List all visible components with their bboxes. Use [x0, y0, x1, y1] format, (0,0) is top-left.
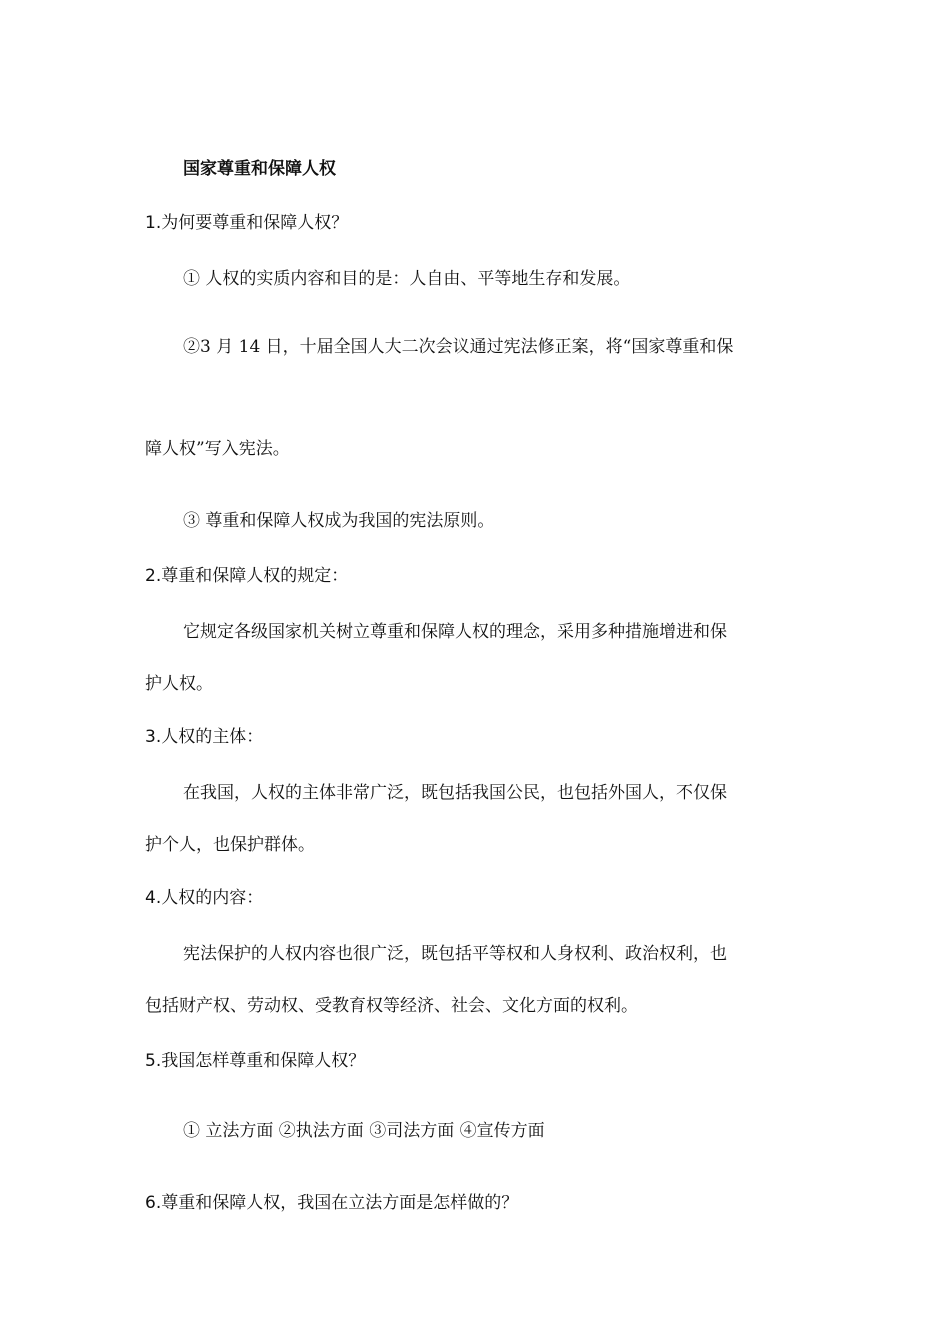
- q1-point-3: ③ 尊重和保障人权成为我国的宪法原则。: [183, 511, 495, 531]
- question-3-text: 人权的主体：: [161, 727, 264, 747]
- question-5: [145, 1050, 365, 1072]
- question-4-text: 人权的内容：: [161, 888, 264, 908]
- question-6-number: 6.: [145, 1193, 162, 1213]
- question-2-number: 2.: [145, 566, 162, 586]
- question-4: [145, 887, 263, 909]
- question-2-text: 尊重和保障人权的规定：: [161, 566, 349, 586]
- q1-point-2-line-2: 障人权”写入宪法。: [145, 439, 290, 459]
- question-3: [145, 726, 263, 748]
- question-4-number: 4.: [145, 888, 162, 908]
- q4-paragraph-line-2: 包括财产权、劳动权、受教育权等经济、社会、文化方面的权利。: [145, 996, 638, 1016]
- question-3-number: 3.: [145, 727, 162, 747]
- q4-paragraph-line-1: 宪法保护的人权内容也很广泛，既包括平等权和人身权利、政治权利，也: [183, 944, 727, 964]
- q2-paragraph-line-1: 它规定各级国家机关树立尊重和保障人权的理念，采用多种措施增进和保: [183, 622, 727, 642]
- q3-paragraph-line-2: 护个人，也保护群体。: [145, 835, 315, 855]
- document-title: 国家尊重和保障人权: [183, 159, 336, 179]
- question-1-number: 1.: [145, 213, 162, 233]
- q5-list: ① 立法方面 ②执法方面 ③司法方面 ④宣传方面: [183, 1121, 545, 1141]
- q2-paragraph-line-2: 护人权。: [145, 674, 213, 694]
- question-6-text: 尊重和保障人权，我国在立法方面是怎样做的？: [161, 1193, 519, 1213]
- q1-point-1: ① 人权的实质内容和目的是：人自由、平等地生存和发展。: [183, 269, 631, 289]
- question-2: [145, 565, 348, 587]
- question-6: [145, 1192, 518, 1214]
- question-1-text: 为何要尊重和保障人权？: [161, 213, 349, 233]
- q1-point-2-line-1: ②3 月 14 日，十届全国人大二次会议通过宪法修正案，将“国家尊重和保: [183, 337, 734, 357]
- question-5-number: 5.: [145, 1051, 162, 1071]
- question-1: [145, 212, 348, 234]
- q3-paragraph-line-1: 在我国，人权的主体非常广泛，既包括我国公民，也包括外国人，不仅保: [183, 783, 727, 803]
- question-5-text: 我国怎样尊重和保障人权？: [161, 1051, 366, 1071]
